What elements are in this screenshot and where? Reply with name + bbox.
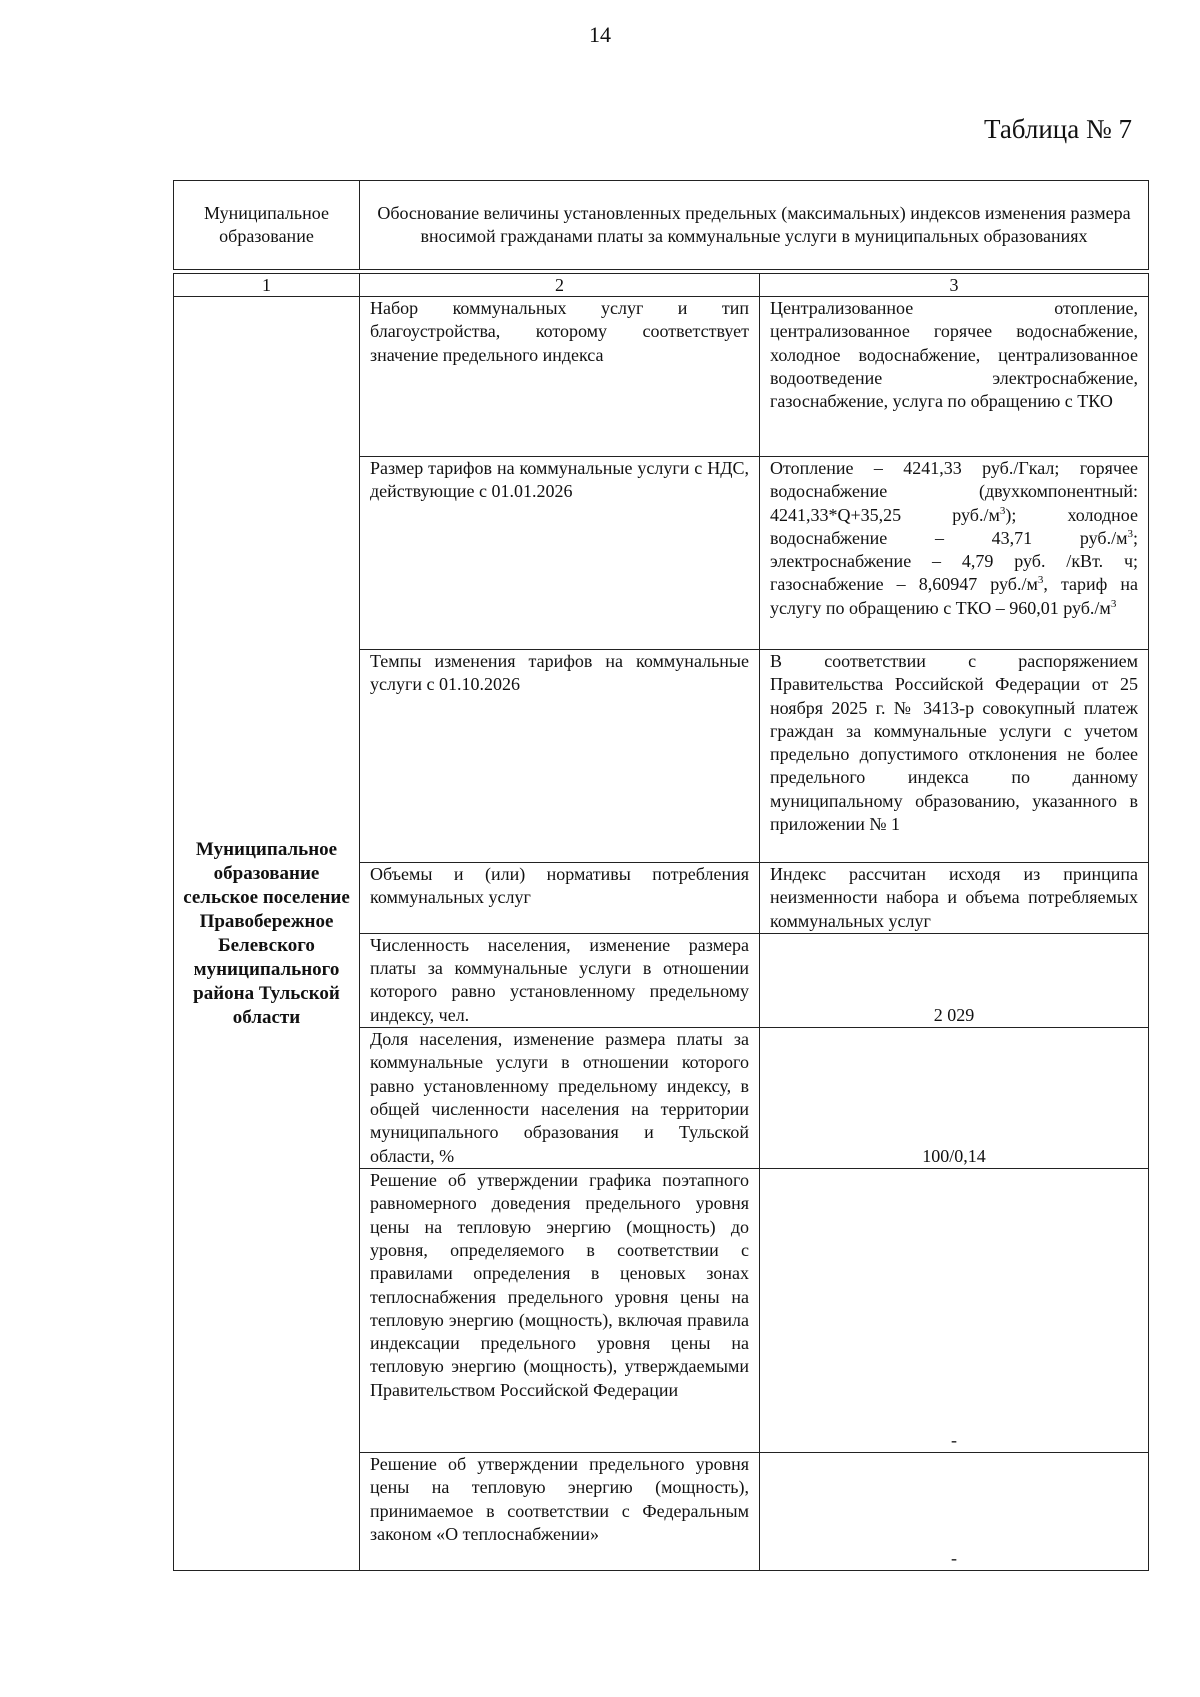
data-table	[173, 273, 1149, 1571]
tariff-text: ; электроснабжение – 4,79 руб. /кВт. ч; газоснабжение – 8,60947 руб./м	[770, 527, 1138, 595]
row-label: Темпы изменения тарифов на коммунальные услуги с 01.10.2026	[360, 650, 760, 863]
row-label: Доля населения, изменение размера платы за коммунальные услуги в отношении которого равно установленному предельному индексу, в общей численности населения на территории муниципального образования и Тульской области, %	[360, 1028, 760, 1169]
superscript: 3	[999, 504, 1006, 517]
column-number: 3	[760, 274, 1149, 297]
row-value	[760, 457, 1149, 650]
tariff-text: , тариф на услугу по обращению с ТКО – 960,01 руб./м	[770, 574, 1138, 618]
row-value: В соответствии с распоряжением Правительства Российской Федерации от 25 ноября 2025 г. № 3413-р совокупный платеж граждан за коммунальные услуги с учетом предельно допустимого отклонения не более предельного индекса по данному муниципальному образованию, указанного в приложении № 1	[760, 650, 1149, 863]
column-number: 1	[174, 274, 360, 297]
superscript: 3	[1127, 527, 1133, 540]
table-row	[174, 297, 1149, 457]
row-label: Решение об утверждении предельного уровня цены на тепловую энергию (мощность), принимаемое в соответствии с Федеральным законом «О теплоснабжении»	[360, 1453, 760, 1571]
row-value: 100/0,14	[760, 1028, 1149, 1169]
row-value: -	[760, 1453, 1149, 1571]
tariff-text: Отопление – 4241,33 руб./Гкал; горячее водоснабжение (двухкомпонентный: 4241,33*Q+35,25 руб./м	[770, 458, 1138, 525]
column-number: 2	[360, 274, 760, 297]
superscript: 3	[1110, 597, 1117, 610]
tariff-text: ); холодное водоснабжение – 43,71 руб./м	[770, 504, 1138, 548]
row-value: -	[760, 1169, 1149, 1453]
row-value: Индекс рассчитан исходя из принципа неизменности набора и объема потребляемых коммунальных услуг	[760, 863, 1149, 934]
row-label: Численность населения, изменение размера платы за коммунальные услуги в отношении которого равно установленному предельному индексу, чел.	[360, 933, 760, 1027]
row-value: Централизованное отопление, централизованное горячее водоснабжение, холодное водоснабжение, централизованное водоотведение электроснабжение, газоснабжение, услуга по обращению с ТКО	[760, 297, 1149, 457]
superscript: 3	[1037, 574, 1044, 587]
column-number-row	[174, 274, 1149, 297]
header-row	[174, 181, 1149, 270]
row-value: 2 029	[760, 933, 1149, 1027]
row-label: Размер тарифов на коммунальные услуги с НДС, действующие с 01.01.2026	[360, 457, 760, 650]
row-label: Набор коммунальных услуг и тип благоустройства, которому соответствует значение предельного индекса	[360, 297, 760, 457]
header-col1: Муниципальное образование	[174, 181, 360, 270]
table-label: Таблица № 7	[984, 114, 1132, 144]
header-table	[173, 180, 1149, 270]
municipality-name: Муниципальное образование сельское поселение Правобережное Белевского муниципального района Тульской области	[174, 297, 360, 1571]
header-col2: Обоснование величины установленных предельных (максимальных) индексов изменения размера вносимой гражданами платы за коммунальные услуги в муниципальных образованиях	[360, 181, 1149, 270]
row-label: Решение об утверждении графика поэтапного равномерного доведения предельного уровня цены на тепловую энергию (мощность) до уровня, определяемого в соответствии с правилами определения в ценовых зонах теплоснабжения предельного уровня цены на тепловую энергию (мощность), включая правила индексации предельного уровня цены на тепловую энергию (мощность), утверждаемыми Правительством Российской Федерации	[360, 1169, 760, 1453]
row-label: Объемы и (или) нормативы потребления коммунальных услуг	[360, 863, 760, 934]
page-number: 14	[589, 22, 611, 47]
